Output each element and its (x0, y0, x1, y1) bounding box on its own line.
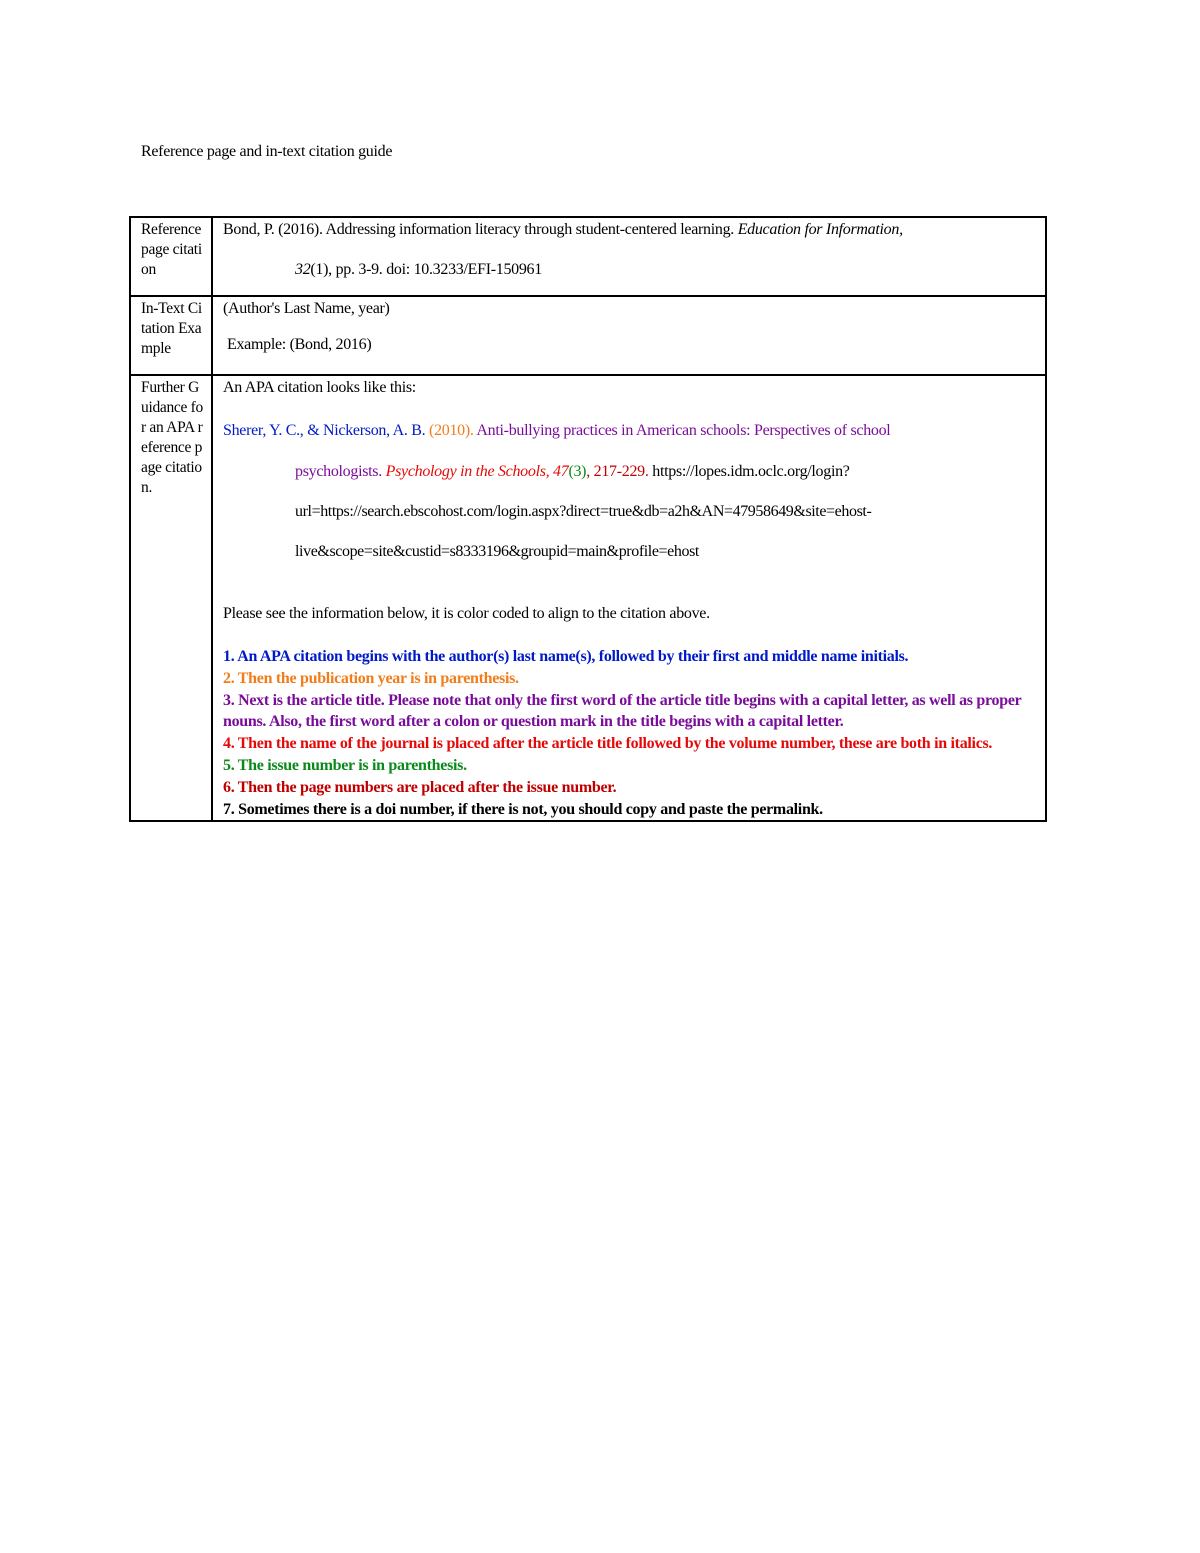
step-4: 4. Then the name of the journal is placed after the article title followed by the volume number, these are both in italics. (223, 735, 993, 753)
step-7: 7. Sometimes there is a doi number, if there is not, you should copy and paste the permalink. (223, 800, 823, 818)
reference-citation-cell (212, 217, 1046, 296)
in-text-citation-cell (212, 296, 1046, 375)
reference-citation-line-1 (223, 220, 1039, 240)
citation-authors: Sherer, Y. C., & Nickerson, A. B. (223, 422, 430, 439)
page-title: Reference page and in-text citation guide (141, 143, 393, 160)
example-citation-line-4: live&scope=site&custid=s8333196&groupid=main&profile=ehost (295, 543, 699, 560)
step-5: 5. The issue number is in parenthesis. (223, 756, 467, 774)
example-citation-line-3: url=https://search.ebscohost.com/login.aspx?direct=true&db=a2h&AN=47958649&site=ehost- (295, 503, 872, 520)
reference-volume: 32 (295, 261, 311, 278)
table-row (130, 296, 1046, 375)
in-text-example: Example: (Bond, 2016) (227, 336, 372, 353)
in-text-format: (Author's Last Name, year) (223, 300, 390, 317)
citation-guide-table (129, 216, 1047, 822)
step-6: 6. Then the page numbers are placed after the issue number. (223, 778, 617, 796)
table-row (130, 217, 1046, 296)
citation-comma: , (586, 463, 594, 480)
row-label-guidance: Further Guidance for an APA reference page citation. (130, 375, 212, 821)
reference-end: (1), pp. 3-9. doi: 10.3233/EFI-150961 (310, 261, 542, 278)
guidance-cell (212, 375, 1046, 821)
citation-title-a: Anti-bullying practices in American schools: Perspectives of school (476, 422, 891, 439)
step-1: 1. An APA citation begins with the author(s) last name(s), followed by their first and middle name initials. (223, 648, 909, 665)
example-citation-line-2 (223, 462, 1039, 482)
row-label-reference: Reference page citation (130, 217, 212, 296)
citation-link-1: https://lopes.idm.oclc.org/login? (652, 463, 850, 480)
reference-citation-line-2 (223, 260, 1039, 280)
example-citation-line-1 (223, 421, 1039, 441)
guidance-intro: An APA citation looks like this: (223, 379, 416, 396)
step-3: 3. Next is the article title. Please note that only the first word of the article title begins with a capital letter, as well as proper nouns. Also, the first word after a colon or question mark in the title begins with a capital letter. (223, 691, 1022, 731)
steps-list (223, 646, 1039, 820)
citation-pages: 217-229. (593, 463, 653, 480)
table-row (130, 375, 1046, 821)
color-code-note: Please see the information below, it is color coded to align to the citation above. (223, 605, 710, 622)
reference-start: Bond, P. (2016). Addressing information literacy through student-centered learning. (223, 221, 738, 238)
citation-title-b: psychologists. (295, 463, 386, 480)
step-2: 2. Then the publication year is in parenthesis. (223, 669, 519, 687)
row-label-in-text: In-Text Citation Example (130, 296, 212, 375)
reference-journal: Education for Information, (737, 221, 903, 238)
citation-journal: Psychology in the Schools, 47 (385, 463, 569, 480)
citation-issue: (3) (568, 463, 587, 480)
citation-year: (2010). (429, 422, 477, 439)
